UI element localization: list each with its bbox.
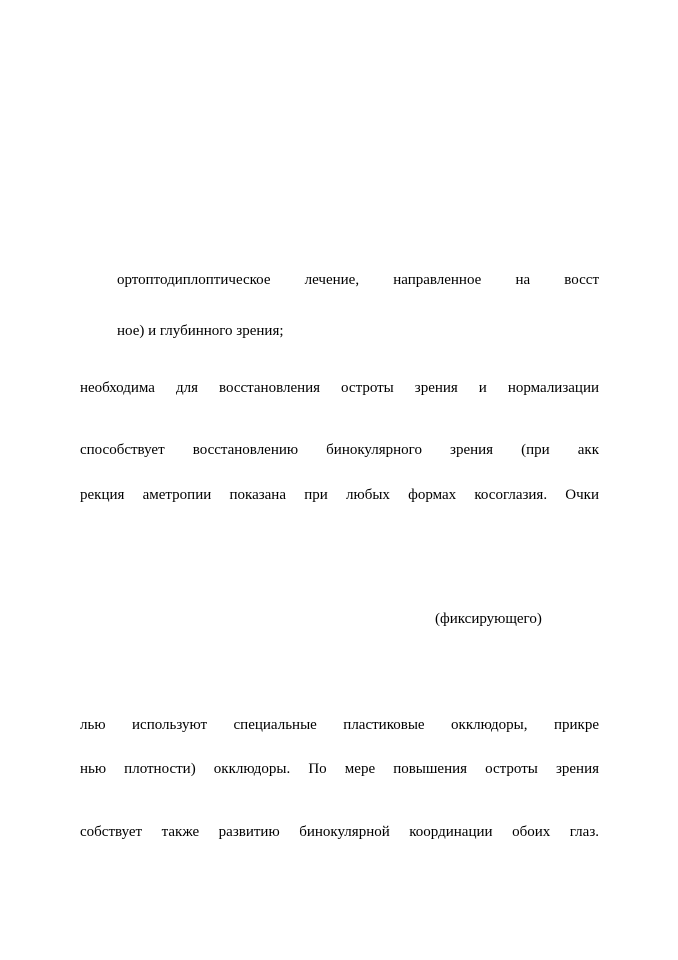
text-line-2: ное) и глубинного зрения; xyxy=(117,323,284,339)
text-line-8: нью плотности) окклюдоры. По мере повышения остроты зрения xyxy=(80,761,599,777)
text-line-3: необходима для восстановления остроты зрения и нормализации xyxy=(80,380,599,396)
text-line-4: способствует восстановлению бинокулярного зрения (при акк xyxy=(80,442,599,458)
text-line-1: ортоптодиплоптическое лечение, направленное на восст xyxy=(117,272,599,288)
text-line-6: (фиксирующего) xyxy=(435,611,542,627)
text-line-9: собствует также развитию бинокулярной координации обоих глаз. xyxy=(80,824,599,840)
text-line-7: лью используют специальные пластиковые окклюдоры, прикре xyxy=(80,717,599,733)
text-line-5: рекция аметропии показана при любых формах косоглазия. Очки xyxy=(80,487,599,503)
